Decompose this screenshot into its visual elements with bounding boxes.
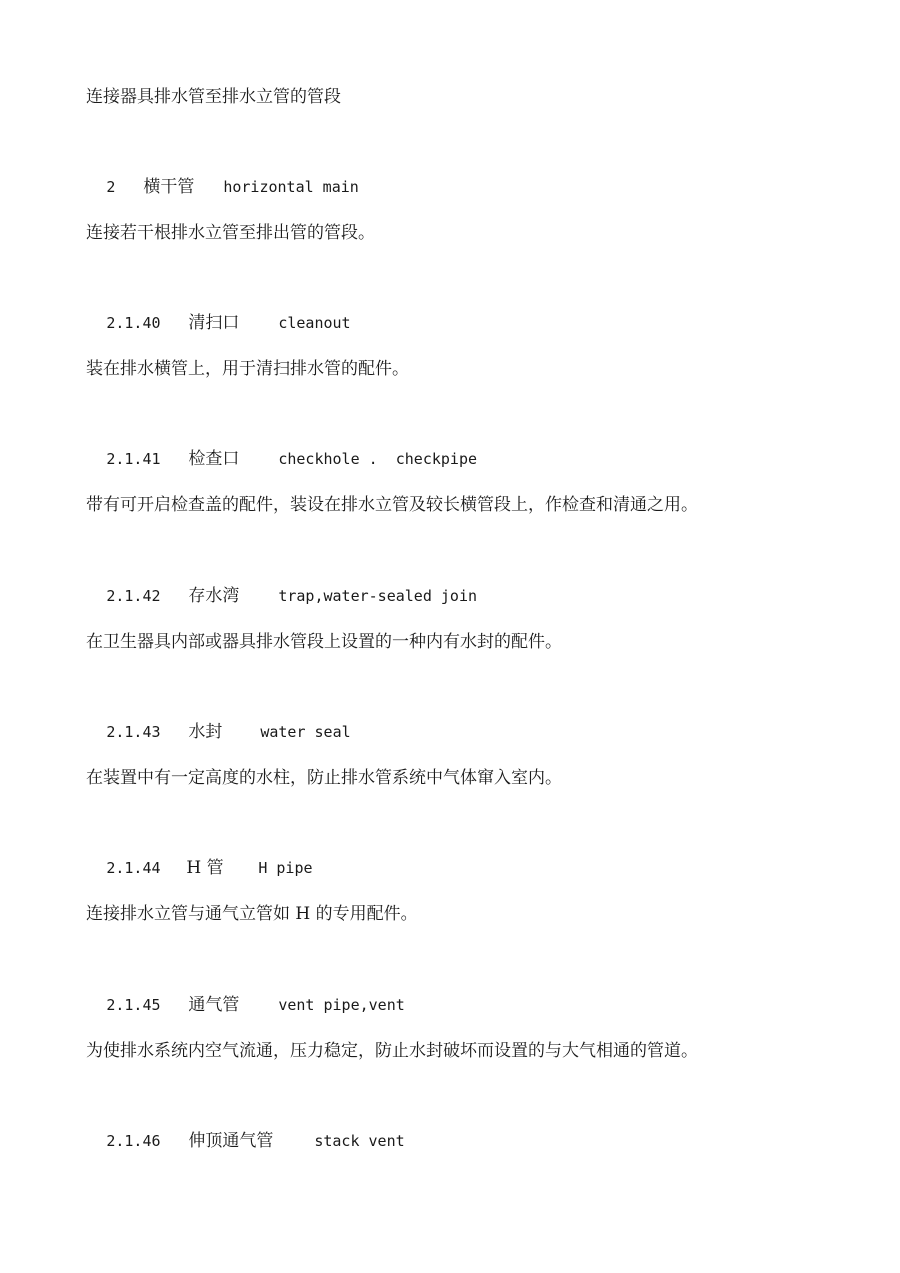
entry-term: 检查口 — [188, 449, 240, 469]
entry-term: H 管 — [186, 858, 224, 878]
paragraph-horizontal-main-def: 连接若干根排水立管至排出管的管段。 — [86, 223, 375, 243]
entry-term: 横干管 — [143, 177, 195, 197]
term-entry-vent-pipe — [86, 972, 405, 1038]
entry-number: 2.1.44 — [106, 859, 161, 877]
entry-number: 2.1.46 — [106, 1132, 161, 1150]
paragraph-cleanout-def: 装在排水横管上，用于清扫排水管的配件。 — [86, 359, 409, 379]
entry-number: 2.1.43 — [106, 723, 161, 741]
entry-number: 2.1.42 — [106, 587, 161, 605]
entry-term: 水封 — [188, 722, 223, 742]
entry-term: 清扫口 — [188, 313, 240, 333]
entry-english: vent pipe,vent — [278, 996, 405, 1014]
entry-number: 2.1.45 — [106, 996, 161, 1014]
term-entry-checkhole — [86, 426, 477, 492]
entry-number: 2.1.41 — [106, 450, 161, 468]
entry-english: H pipe — [258, 859, 313, 877]
paragraph-trap-def: 在卫生器具内部或器具排水管段上设置的一种内有水封的配件。 — [86, 632, 562, 652]
entry-number: 2.1.40 — [106, 314, 161, 332]
paragraph-pipe-section: 连接器具排水管至排水立管的管段 — [86, 87, 341, 107]
term-entry-h-pipe — [86, 835, 313, 901]
entry-number: 2 — [106, 178, 116, 196]
entry-english: checkhole . checkpipe — [278, 450, 478, 468]
paragraph-water-seal-def: 在装置中有一定高度的水柱，防止排水管系统中气体窜入室内。 — [86, 768, 562, 788]
entry-english: trap,water-sealed join — [278, 587, 478, 605]
entry-term: 伸顶通气管 — [188, 1131, 274, 1151]
entry-term: 通气管 — [188, 995, 240, 1015]
paragraph-vent-pipe-def: 为使排水系统内空气流通，压力稳定，防止水封破坏而设置的与大气相通的管道。 — [86, 1041, 698, 1061]
entry-english: water seal — [260, 723, 351, 741]
term-entry-horizontal-main — [86, 154, 359, 220]
entry-english: cleanout — [278, 314, 351, 332]
term-entry-stack-vent — [86, 1108, 405, 1174]
term-entry-trap — [86, 563, 477, 629]
term-entry-water-seal — [86, 699, 351, 765]
entry-english: horizontal main — [223, 178, 359, 196]
entry-term: 存水湾 — [188, 586, 240, 606]
paragraph-h-pipe-def: 连接排水立管与通气立管如 H 的专用配件。 — [86, 904, 418, 924]
term-entry-cleanout — [86, 290, 351, 356]
paragraph-checkhole-def: 带有可开启检查盖的配件，装设在排水立管及较长横管段上，作检查和清通之用。 — [86, 495, 698, 515]
entry-english: stack vent — [314, 1132, 405, 1150]
